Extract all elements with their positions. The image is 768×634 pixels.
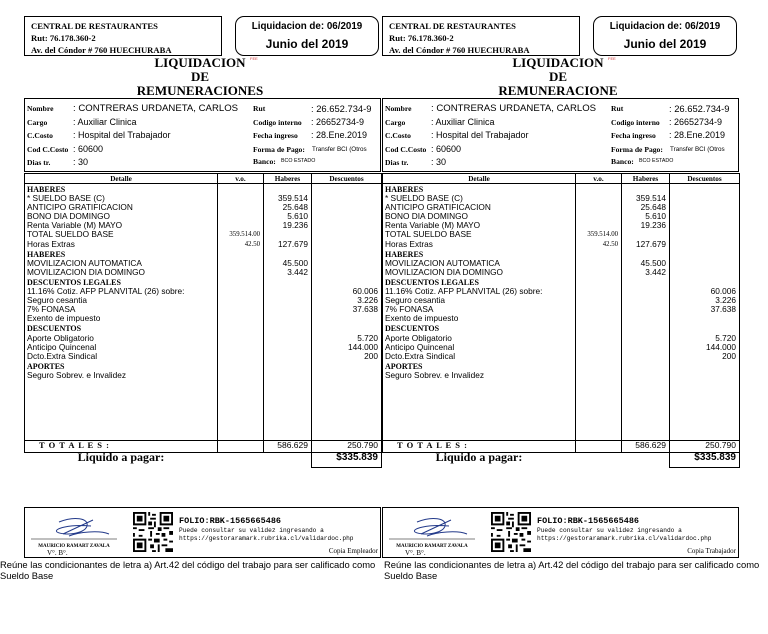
period-box bbox=[593, 16, 737, 56]
line-item-haber: 45.500 bbox=[640, 258, 666, 268]
line-item-descuento bbox=[312, 240, 378, 249]
line-item-vo: 42.50 bbox=[602, 240, 618, 248]
line-item-haber bbox=[622, 287, 666, 296]
detail-column bbox=[25, 184, 218, 441]
line-item-label: ANTICIPO GRATIFICACION bbox=[385, 203, 491, 213]
employee-fechaing: : 28.Ene.2019 bbox=[669, 130, 726, 140]
employee-cargo: : Auxiliar Clinica bbox=[73, 117, 137, 127]
line-item-haber bbox=[264, 371, 308, 380]
line-item-descuento: 60.006 bbox=[710, 287, 736, 297]
line-item-label: MOVILIZACION AUTOMATICA bbox=[27, 258, 142, 268]
liquido-value: $335.839 bbox=[670, 453, 740, 468]
haberes-column bbox=[264, 184, 312, 441]
line-item-vo bbox=[577, 371, 618, 380]
line-item-haber bbox=[622, 314, 666, 323]
line-item-label: Dcto.Extra Sindical bbox=[27, 351, 98, 361]
line-item-vo bbox=[219, 268, 260, 277]
descuentos-column bbox=[670, 184, 740, 441]
header-descuentos: Descuentos bbox=[312, 174, 382, 184]
header-haberes: Haberes bbox=[264, 174, 312, 184]
employer-address: Av. del Cóndor # 760 HUECHURABA bbox=[31, 45, 172, 55]
line-item-vo bbox=[577, 314, 618, 323]
employee-codint: : 26652734-9 bbox=[311, 117, 365, 127]
line-item-vo bbox=[577, 287, 618, 296]
vo-column bbox=[218, 184, 264, 441]
line-item-haber bbox=[622, 230, 666, 239]
employee-name: : CONTRERAS URDANETA, CARLOS bbox=[73, 103, 239, 114]
section-title: DESCUENTOS LEGALES bbox=[385, 277, 479, 287]
svg-text:MAURICIO RAMART ZAVALA: MAURICIO RAMART ZAVALA bbox=[396, 544, 468, 549]
line-item-haber: 3.442 bbox=[645, 267, 666, 277]
employee-banco: BCO ESTADO bbox=[281, 158, 316, 164]
header-detalle: Detalle bbox=[383, 174, 576, 184]
liquido-value: $335.839 bbox=[312, 453, 382, 468]
section-title: DESCUENTOS bbox=[385, 324, 440, 334]
liquido-label: Liquido a pagar: bbox=[435, 450, 523, 464]
vb-label: V°. B°. bbox=[405, 549, 426, 557]
line-item-vo bbox=[219, 314, 260, 323]
line-item-descuento bbox=[312, 221, 378, 230]
line-item-descuento bbox=[312, 230, 378, 239]
line-item-descuento bbox=[312, 314, 378, 323]
line-item-label: BONO DIA DOMINGO bbox=[27, 212, 110, 222]
line-item-haber: 359.514 bbox=[636, 194, 666, 204]
line-item-label: MOVILIZACION AUTOMATICA bbox=[385, 258, 500, 268]
line-item-label: Horas Extras bbox=[385, 239, 433, 249]
detail-table bbox=[24, 173, 382, 468]
line-item-haber bbox=[264, 287, 308, 296]
employee-rut: : 26.652.734-9 bbox=[311, 103, 372, 114]
header-descuentos: Descuentos bbox=[670, 174, 740, 184]
line-item-vo bbox=[577, 194, 618, 203]
section-title: HABERES bbox=[385, 249, 424, 259]
line-item-vo bbox=[219, 259, 260, 268]
line-item-label: MOVILIZACION DIA DOMINGO bbox=[385, 267, 504, 277]
line-item-label: Horas Extras bbox=[27, 239, 75, 249]
fee-mark: FEE bbox=[250, 56, 258, 61]
section-title: HABERES bbox=[27, 185, 66, 194]
employer-box bbox=[382, 16, 580, 56]
line-item-haber: 127.679 bbox=[278, 239, 308, 249]
document-title: LIQUIDACION DE REMUNERACIONE bbox=[498, 55, 618, 98]
fee-mark: FEE bbox=[608, 56, 616, 61]
signature-image bbox=[387, 514, 477, 552]
copy-label: Copia Empleador bbox=[328, 547, 378, 555]
line-item-descuento bbox=[670, 240, 736, 249]
line-item-haber bbox=[622, 371, 666, 380]
line-item-descuento bbox=[670, 194, 736, 203]
totales-label: T O T A L E S : bbox=[25, 441, 218, 453]
line-item-label: 7% FONASA bbox=[27, 305, 76, 315]
totales-label: T O T A L E S : bbox=[383, 441, 576, 453]
period-month: Junio del 2019 bbox=[265, 37, 349, 51]
line-item-vo bbox=[219, 287, 260, 296]
liquido-label: Liquido a pagar: bbox=[77, 450, 165, 464]
line-item-vo bbox=[219, 203, 260, 212]
line-item-label: Aporte Obligatorio bbox=[385, 333, 452, 343]
svg-text:MAURICIO RAMART ZAVALA: MAURICIO RAMART ZAVALA bbox=[38, 544, 110, 549]
employee-formapago: Transfer BCI (Otros bbox=[670, 146, 725, 153]
line-item-vo bbox=[577, 334, 618, 343]
detail-column bbox=[383, 184, 576, 441]
line-item-haber: 19.236 bbox=[282, 221, 308, 231]
employer-address: Av. del Cóndor # 760 HUECHURABA bbox=[389, 45, 530, 55]
employer-box bbox=[24, 16, 222, 56]
document-title: LIQUIDACION DE REMUNERACIONES bbox=[136, 55, 264, 98]
folio-number: FOLIO:RBK-1565665486 bbox=[537, 516, 640, 526]
line-item-label: Aporte Obligatorio bbox=[27, 333, 94, 343]
line-item-vo bbox=[577, 221, 618, 230]
employee-banco: BCO ESTADO bbox=[639, 158, 674, 164]
line-item-haber: 3.442 bbox=[287, 267, 308, 277]
line-item-descuento bbox=[312, 203, 378, 212]
employer-name: CENTRAL DE RESTAURANTES bbox=[389, 21, 516, 31]
line-item-descuento: 144.000 bbox=[348, 342, 378, 352]
line-item-vo bbox=[577, 296, 618, 305]
header-vo: v.o. bbox=[218, 174, 264, 184]
line-item-descuento: 200 bbox=[364, 351, 378, 361]
signature-footer-trabajador bbox=[382, 507, 739, 558]
qr-code bbox=[491, 512, 531, 552]
line-item-haber bbox=[264, 230, 308, 239]
liquidacion-copia-empleador bbox=[24, 14, 381, 464]
line-item-vo bbox=[577, 305, 618, 314]
line-item-vo bbox=[219, 194, 260, 203]
line-item-haber bbox=[622, 343, 666, 352]
line-item-descuento bbox=[670, 203, 736, 212]
line-item-descuento: 5.720 bbox=[357, 333, 378, 343]
employee-formapago: Transfer BCI (Otros bbox=[312, 146, 367, 153]
line-item-label: Seguro cesantia bbox=[385, 296, 445, 306]
section-title: DESCUENTOS LEGALES bbox=[27, 277, 121, 287]
line-item-haber: 19.236 bbox=[640, 221, 666, 231]
line-item-descuento bbox=[670, 259, 736, 268]
line-item-vo bbox=[219, 352, 260, 361]
line-item-label: 11.16% Cotiz. AFP PLANVITAL (26) sobre: bbox=[27, 287, 185, 297]
employer-rut: Rut: 76.178.360-2 bbox=[389, 33, 454, 43]
line-item-label: Exento de impuesto bbox=[385, 314, 459, 324]
line-item-vo bbox=[219, 371, 260, 380]
header-detalle: Detalle bbox=[25, 174, 218, 184]
line-item-haber bbox=[622, 296, 666, 305]
line-item-haber: 45.500 bbox=[282, 258, 308, 268]
line-item-vo bbox=[219, 221, 260, 230]
employee-codccosto: : 60600 bbox=[431, 144, 462, 154]
line-item-label: Seguro Sobrev. e Invalidez bbox=[385, 370, 485, 380]
line-item-label: Anticipo Quincenal bbox=[385, 342, 455, 352]
line-item-descuento bbox=[670, 268, 736, 277]
header-vo: v.o. bbox=[576, 174, 622, 184]
line-item-haber: 5.610 bbox=[287, 212, 308, 222]
line-item-descuento: 3.226 bbox=[715, 296, 736, 306]
line-item-vo bbox=[577, 212, 618, 221]
line-item-descuento bbox=[670, 314, 736, 323]
section-title: APORTES bbox=[385, 361, 423, 371]
line-item-haber: 127.679 bbox=[636, 239, 666, 249]
line-item-label: Renta Variable (M) MAYO bbox=[27, 221, 123, 231]
line-item-descuento bbox=[670, 221, 736, 230]
line-item-vo: 359.514.00 bbox=[587, 231, 618, 239]
validation-text: Puede consultar su validez ingresando a https://gestoraramark.rubrika.cl/validardoc.php bbox=[537, 527, 712, 542]
employee-name: : CONTRERAS URDANETA, CARLOS bbox=[431, 103, 597, 114]
total-haberes: 586.629 bbox=[264, 441, 312, 453]
signature-footer-empleador bbox=[24, 507, 381, 558]
vo-column bbox=[576, 184, 622, 441]
section-title: HABERES bbox=[27, 249, 66, 259]
line-item-label: Seguro cesantia bbox=[27, 296, 87, 306]
period-box bbox=[235, 16, 379, 56]
period-month: Junio del 2019 bbox=[623, 37, 707, 51]
line-item-vo bbox=[577, 352, 618, 361]
line-item-haber bbox=[264, 314, 308, 323]
line-item-vo bbox=[219, 343, 260, 352]
line-item-haber: 5.610 bbox=[645, 212, 666, 222]
line-item-descuento: 5.720 bbox=[715, 333, 736, 343]
line-item-vo bbox=[577, 203, 618, 212]
line-item-label: * SUELDO BASE (C) bbox=[385, 194, 463, 204]
line-item-descuento: 200 bbox=[722, 351, 736, 361]
line-item-vo bbox=[577, 343, 618, 352]
note-left: Reúne las condicionantes de letra a) Art.42 del código del trabajo para ser calificado como Sueldo Base bbox=[0, 559, 376, 581]
line-item-label: 11.16% Cotiz. AFP PLANVITAL (26) sobre: bbox=[385, 287, 543, 297]
total-haberes: 586.629 bbox=[622, 441, 670, 453]
line-item-descuento bbox=[312, 212, 378, 221]
line-item-vo bbox=[219, 305, 260, 314]
employee-cargo: : Auxiliar Clinica bbox=[431, 117, 495, 127]
signature-image bbox=[29, 514, 119, 552]
line-item-label: Anticipo Quincenal bbox=[27, 342, 97, 352]
copy-label: Copia Trabajador bbox=[687, 547, 736, 555]
line-item-descuento: 37.638 bbox=[352, 305, 378, 315]
line-item-label: MOVILIZACION DIA DOMINGO bbox=[27, 267, 146, 277]
line-item-haber bbox=[264, 305, 308, 314]
line-item-descuento bbox=[312, 371, 378, 380]
line-item-descuento: 37.638 bbox=[710, 305, 736, 315]
employee-ccosto: : Hospital del Trabajador bbox=[73, 130, 171, 140]
line-item-descuento: 144.000 bbox=[706, 342, 736, 352]
liquidacion-copia-trabajador bbox=[382, 14, 739, 464]
line-item-vo bbox=[577, 268, 618, 277]
total-descuentos: 250.790 bbox=[312, 441, 382, 453]
employee-dias: : 30 bbox=[431, 157, 447, 167]
employee-info-box: Nombre : CONTRERAS URDANETA, CARLOS Cargo : Auxiliar Clinica C.Costo : Hospital del Trabajador Cod C.Costo : 60600 Dias tr. : 30 Rut : 26.652.734-9 Codigo interno : 26652734-9 Fecha ingreso : 28.Ene.2019 Forma de Pago: Transfer BCI (Otros Banco: BCO ESTADO bbox=[382, 98, 739, 172]
validation-text: Puede consultar su validez ingresando a https://gestoraramark.rubrika.cl/validardoc.php bbox=[179, 527, 354, 542]
line-item-descuento bbox=[312, 194, 378, 203]
employee-info-box: Nombre : CONTRERAS URDANETA, CARLOS Cargo : Auxiliar Clinica C.Costo : Hospital del Trabajador Cod C.Costo : 60600 Dias tr. : 30 Rut : 26.652.734-9 Codigo interno : 26652734-9 Fecha ingreso : 28.Ene.2019 Forma de Pago: Transfer BCI (Otros Banco: BCO ESTADO bbox=[24, 98, 381, 172]
line-item-vo bbox=[219, 212, 260, 221]
line-item-vo bbox=[219, 296, 260, 305]
header-haberes: Haberes bbox=[622, 174, 670, 184]
line-item-descuento bbox=[312, 268, 378, 277]
line-item-label: Exento de impuesto bbox=[27, 314, 101, 324]
employer-name: CENTRAL DE RESTAURANTES bbox=[31, 21, 158, 31]
line-item-label: Renta Variable (M) MAYO bbox=[385, 221, 481, 231]
line-item-haber bbox=[264, 352, 308, 361]
line-item-vo: 359.514.00 bbox=[229, 231, 260, 239]
descuentos-column bbox=[312, 184, 382, 441]
haberes-column bbox=[622, 184, 670, 441]
employee-dias: : 30 bbox=[73, 157, 89, 167]
employee-codint: : 26652734-9 bbox=[669, 117, 723, 127]
folio-number: FOLIO:RBK-1565665486 bbox=[179, 516, 282, 526]
employer-rut: Rut: 76.178.360-2 bbox=[31, 33, 96, 43]
section-title: HABERES bbox=[385, 185, 424, 194]
note-right: Reúne las condicionantes de letra a) Art.42 del código del trabajo para ser calificado como Sueldo Base bbox=[384, 559, 760, 581]
section-title: DESCUENTOS bbox=[27, 324, 82, 334]
section-title: APORTES bbox=[27, 361, 65, 371]
line-item-haber: 25.648 bbox=[282, 203, 308, 213]
line-item-descuento bbox=[312, 259, 378, 268]
line-item-label: TOTAL SUELDO BASE bbox=[385, 230, 472, 240]
line-item-label: 7% FONASA bbox=[385, 305, 434, 315]
line-item-haber bbox=[264, 296, 308, 305]
line-item-descuento bbox=[670, 371, 736, 380]
employee-rut: : 26.652.734-9 bbox=[669, 103, 730, 114]
line-item-haber: 359.514 bbox=[278, 194, 308, 204]
total-descuentos: 250.790 bbox=[670, 441, 740, 453]
employee-codccosto: : 60600 bbox=[73, 144, 104, 154]
line-item-descuento: 60.006 bbox=[352, 287, 378, 297]
line-item-label: Dcto.Extra Sindical bbox=[385, 351, 456, 361]
employee-ccosto: : Hospital del Trabajador bbox=[431, 130, 529, 140]
line-item-haber bbox=[264, 334, 308, 343]
line-item-descuento bbox=[670, 230, 736, 239]
line-item-descuento bbox=[670, 212, 736, 221]
line-item-haber bbox=[622, 305, 666, 314]
line-item-label: TOTAL SUELDO BASE bbox=[27, 230, 114, 240]
period-label: Liquidacion de: 06/2019 bbox=[251, 21, 363, 32]
line-item-haber bbox=[622, 334, 666, 343]
detail-table bbox=[382, 173, 740, 468]
vb-label: V°. B°. bbox=[47, 549, 68, 557]
line-item-descuento: 3.226 bbox=[357, 296, 378, 306]
line-item-haber bbox=[622, 352, 666, 361]
line-item-label: ANTICIPO GRATIFICACION bbox=[27, 203, 133, 213]
line-item-label: Seguro Sobrev. e Invalidez bbox=[27, 370, 127, 380]
line-item-label: BONO DIA DOMINGO bbox=[385, 212, 468, 222]
line-item-vo bbox=[577, 259, 618, 268]
period-label: Liquidacion de: 06/2019 bbox=[609, 21, 721, 32]
line-item-haber bbox=[264, 343, 308, 352]
qr-code bbox=[133, 512, 173, 552]
line-item-vo bbox=[219, 334, 260, 343]
line-item-haber: 25.648 bbox=[640, 203, 666, 213]
employee-fechaing: : 28.Ene.2019 bbox=[311, 130, 368, 140]
line-item-vo: 42.50 bbox=[244, 240, 260, 248]
line-item-label: * SUELDO BASE (C) bbox=[27, 194, 105, 204]
